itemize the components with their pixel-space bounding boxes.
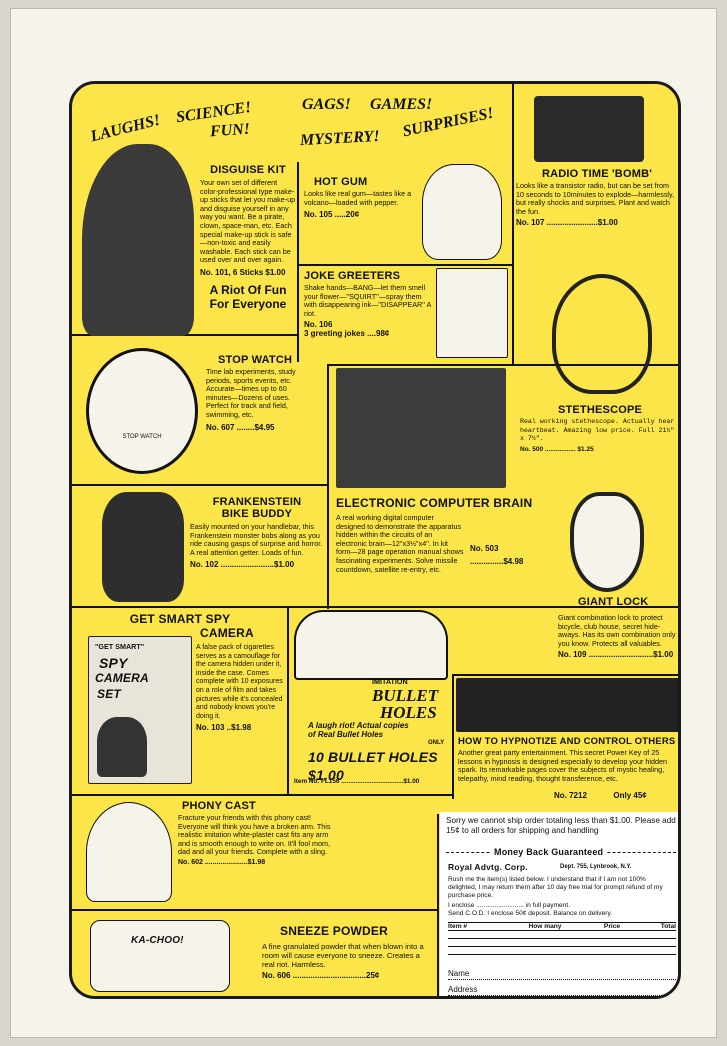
hot-gum-text: Looks like real gum—tastes like a volcano—loaded with pepper. xyxy=(304,189,412,207)
comic-back-cover xyxy=(10,8,717,1038)
order-notice: Sorry we cannot ship order totaling less than $1.00. Please add 15¢ to all orders for shipping and handling xyxy=(446,816,676,835)
computer-price: ...............$4.98 xyxy=(470,557,524,566)
stopwatch-title: STOP WATCH xyxy=(218,354,293,366)
joke-no: No. 106 xyxy=(304,320,333,330)
phony-price: No. 602 ......................$1.98 xyxy=(178,858,266,866)
radio-photo xyxy=(534,96,644,162)
frankenstein-price: No. 102 ........................$1.00 xyxy=(190,560,295,570)
disguise-title: DISGUISE KIT xyxy=(210,164,286,176)
hot-gum-price: No. 105 .....20¢ xyxy=(304,210,360,220)
lock-price: No. 109 .............................$1.00 xyxy=(558,650,674,660)
spy-box-label: "GET SMART" xyxy=(95,642,145,651)
bullet-section xyxy=(308,722,458,785)
phony-text: Fracture your friends with this phony cast! Everyone will think you have a broken arm. This realistic imitation white-plaster cast fits any arm and is smooth enough to write on. It'll fool mom, dad and all your friends. Complete with a sling. xyxy=(178,813,331,857)
bullet-big: 10 BULLET HOLES xyxy=(308,748,438,765)
order-col: Price xyxy=(603,923,621,930)
bullet-big-price: $1.00 xyxy=(308,766,345,783)
banner-word: SCIENCE! xyxy=(175,98,253,127)
phony-title: PHONY CAST xyxy=(182,800,256,812)
radio-price: No. 107 .......................$1.00 xyxy=(516,218,618,228)
stopwatch-dial-label: STOP WATCH xyxy=(122,434,162,440)
spy-text-block xyxy=(196,644,284,732)
bullet-title-block xyxy=(372,678,452,721)
order-address: Dept. 755, Lynbrook, N.Y. xyxy=(560,864,632,870)
stethescope-text: Real working stethescope. Actually hear heartbeat. Amazing low price. Full 21½" x 7½". xyxy=(520,418,675,443)
bullet-title: BULLET xyxy=(372,685,439,705)
spy-actor-photo xyxy=(97,717,147,777)
spy-box-label: CAMERA xyxy=(95,671,149,685)
disguise-photo xyxy=(82,144,194,336)
computer-title: ELECTRONIC COMPUTER BRAIN xyxy=(336,496,533,510)
sneeze-illustration xyxy=(90,920,230,992)
banner-word: FUN! xyxy=(209,120,251,141)
banner-word: GAMES! xyxy=(370,96,433,113)
lock-text-block xyxy=(558,614,680,659)
order-col: Total xyxy=(660,923,676,930)
lock-text: Giant combination lock to protect bicycle, club house, secret hide-aways. Has its own combination only you know. Protects all valuables. xyxy=(558,613,676,648)
hypno-eyes-illustration xyxy=(456,678,680,732)
frankenstein-text: Easily mounted on your handlebar, this Frankenstein monster bobs along as you ride causing gasps of surprise and horror. A real attention getter. Loads of fun. xyxy=(190,522,323,557)
joke-title: JOKE GREETERS xyxy=(304,270,401,282)
banner-word: GAGS! xyxy=(302,96,351,113)
bullet-item: Item No. FL156 ...................................$1.00 xyxy=(294,778,420,785)
order-table[interactable] xyxy=(448,922,676,964)
lock-section xyxy=(558,596,678,608)
lock-photo xyxy=(570,492,644,592)
hypno-price: Only 45¢ xyxy=(613,791,647,801)
spy-camera-box xyxy=(88,636,192,784)
hot-gum-title: HOT GUM xyxy=(314,176,368,188)
sneeze-section xyxy=(262,924,432,980)
order-col: Item # xyxy=(448,923,468,930)
order-address-field[interactable]: Address xyxy=(448,986,676,996)
computer-no: No. 503 xyxy=(470,544,499,553)
spy-price: No. 103 ..$1.98 xyxy=(196,723,252,733)
radio-section xyxy=(516,168,678,227)
order-table-header xyxy=(448,923,676,931)
sneeze-text: A fine granulated powder that when blown into a room will cause everyone to sneeze. Creates a real riot. Harmless. xyxy=(262,942,424,969)
computer-text: A real working digital computer designed to demonstrate the apparatus hidden within the circuits of an electronic brain—12"x3½"x4". In kit form—28 page operation manual shows fascinating experiments. Solve missile countdown, satellite re-entry, etc. xyxy=(336,513,464,574)
stopwatch-price: No. 607 ........$4.95 xyxy=(206,422,275,432)
radio-title: RADIO TIME 'BOMB' xyxy=(541,168,653,180)
order-terms: Rush me the item(s) listed below. I understand that if I am not 100% delighted, I may return them after 10 day free trial for prompt refund of my purchase price. xyxy=(448,876,663,899)
disguise-slogan: A Riot Of Fun xyxy=(209,282,287,297)
sneeze-title: SNEEZE POWDER xyxy=(280,924,388,938)
sneeze-sound: KA-CHOO! xyxy=(131,935,184,946)
frankenstein-title: BIKE BUDDY xyxy=(221,508,293,520)
spy-text: A false pack of cigarettes serves as a camouflage for the camera hidden under it, inside the case. Comes complete with 10 exposures on a role of film and takes pictures while it's concealed and nobody knows you're doing it. xyxy=(196,644,283,720)
order-cod: Send C.O.D. I enclose 50¢ deposit. Balance on delivery. xyxy=(448,910,613,917)
spy-title: GET SMART SPY xyxy=(129,612,231,626)
order-guarantee: Money Back Guaranteed xyxy=(490,847,607,857)
mail-order-ad xyxy=(69,81,681,999)
hypno-no: No. 7212 xyxy=(554,791,587,801)
bullet-imitation: IMITATION xyxy=(372,677,408,686)
hot-gum-section xyxy=(304,176,414,219)
order-col: How many xyxy=(528,923,562,930)
radio-text: Looks like a transistor radio, but can be set from 10 seconds to 10minutes to explode—harmlessly, but really shocks and surprises. Plant and watch the fun. xyxy=(516,181,675,216)
bullet-car-illustration xyxy=(294,610,448,680)
banner-word: LAUGHS! xyxy=(88,111,163,146)
sneeze-price: No. 606 .................................25¢ xyxy=(262,971,380,980)
joke-illustration xyxy=(436,268,508,358)
stethescope-section xyxy=(520,404,680,453)
disguise-text: Your own set of different color-professional type make-up sticks that let you make-up and disguise yourself in any way you want. Be a pirate, clown, space-man, etc. Each special make-up stick is safe—non-toxic and easily washable. Each stick can be used over and over again. xyxy=(200,178,296,265)
order-company: Royal Advtg. Corp. xyxy=(448,862,528,872)
order-form xyxy=(440,812,681,999)
stethescope-title: STETHESCOPE xyxy=(557,404,643,416)
computer-photo xyxy=(336,368,506,488)
stethescope-illustration xyxy=(552,274,652,394)
computer-price-block xyxy=(470,544,540,566)
phony-cast-section xyxy=(178,800,334,866)
joke-price: 3 greeting jokes ....98¢ xyxy=(304,329,390,339)
stopwatch-text: Time lab experiments, study periods, sports events, etc. Accurate—times up to 60 minutes—Dozens of uses. Perfect for track and field, swimming, etc. xyxy=(206,367,296,419)
frankenstein-title: FRANKENSTEIN xyxy=(212,496,302,508)
banner-word: SURPRISES! xyxy=(401,104,496,141)
frankenstein-section xyxy=(190,496,324,569)
order-enclose: I enclose .......................... in full payment. xyxy=(448,902,571,909)
disguise-kit-section xyxy=(200,164,296,311)
hot-gum-illustration xyxy=(422,164,502,260)
stopwatch-section xyxy=(206,354,296,432)
hypno-text: Another great party entertainment. This secret Power Key of 25 lessons in hypnosis is designed especially to develop your hidden spark. Its remarkable pages cover the subjects of mystic healing, telepathy, mind reading, thought transference, etc. xyxy=(458,748,667,783)
bullet-text: A laugh riot! Actual copies xyxy=(308,721,409,730)
hypno-section xyxy=(458,736,680,803)
stethescope-price: No. 500 ................. $1.25 xyxy=(520,445,594,453)
lock-title: GIANT LOCK xyxy=(578,596,649,608)
disguise-slogan: For Everyone xyxy=(209,296,287,311)
phony-cast-illustration xyxy=(86,802,172,902)
banner-word: MYSTERY! xyxy=(299,127,381,150)
bullet-only: ONLY xyxy=(428,740,445,747)
bullet-text: of Real Bullet Holes xyxy=(308,729,384,739)
disguise-price: No. 101, 6 Sticks $1.00 xyxy=(200,267,286,277)
spy-box-label: SET xyxy=(97,687,121,701)
spy-box-label: SPY xyxy=(99,655,128,671)
joke-text: Shake hands—BANG—let them smell your flower—''SQUIRT''—spray them with disappearing ink—''DISAPPEAR'' A riot. xyxy=(304,283,431,318)
stopwatch-photo xyxy=(86,348,198,474)
bullet-item-row xyxy=(294,778,454,787)
bullet-title: HOLES xyxy=(380,702,437,722)
spy-title: CAMERA xyxy=(200,626,254,640)
frankenstein-photo xyxy=(102,492,184,602)
order-name-field[interactable]: Name xyxy=(448,970,676,980)
joke-greeters-section xyxy=(304,270,434,338)
hypno-title: HOW TO HYPNOTIZE AND CONTROL OTHERS xyxy=(458,736,676,747)
